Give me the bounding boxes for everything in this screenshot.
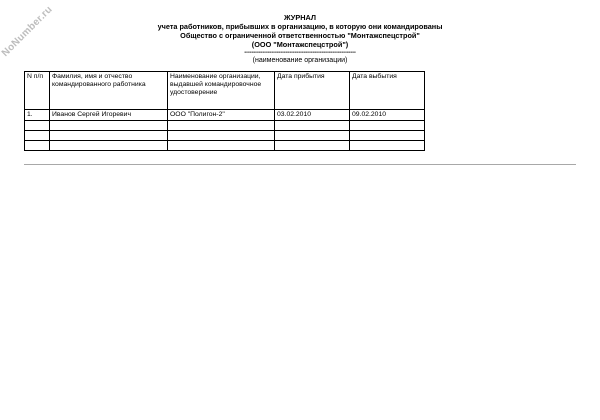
column-header-departure-date: Дата выбытия: [350, 72, 425, 110]
table-row: [25, 141, 425, 151]
cell-number: [25, 141, 50, 151]
document-header: [0, 13, 600, 49]
cell-departure-date: [350, 131, 425, 141]
cell-departure-date: [350, 121, 425, 131]
cell-arrival-date: [275, 121, 350, 131]
cell-sending-organization: [168, 121, 275, 131]
cell-departure-date: 09.02.2010: [350, 110, 425, 121]
organization-full-name: Общество с ограниченной ответственностью "Монтажспецстрой": [180, 31, 420, 40]
cell-sending-organization: [168, 131, 275, 141]
table-row: [25, 131, 425, 141]
column-header-sending-organization: Наименование организации, выдавшей командировочное удостоверение: [168, 72, 275, 110]
cell-employee-name: Иванов Сергей Игоревич: [50, 110, 168, 121]
cell-arrival-date: 03.02.2010: [275, 110, 350, 121]
table-header-row: [25, 72, 425, 110]
table-row: [25, 110, 425, 121]
column-header-number: N п/п: [25, 72, 50, 110]
cell-number: 1.: [25, 110, 50, 121]
organization-name-caption: (наименование организации): [252, 57, 348, 64]
watermark: NoNumber.ru: [0, 4, 55, 59]
page-divider: [24, 164, 576, 165]
arrivals-log-table: [24, 71, 425, 151]
cell-number: [25, 131, 50, 141]
table-row: [25, 121, 425, 131]
cell-employee-name: [50, 141, 168, 151]
cell-employee-name: [50, 131, 168, 141]
cell-employee-name: [50, 121, 168, 131]
cell-departure-date: [350, 141, 425, 151]
column-header-arrival-date: Дата прибытия: [275, 72, 350, 110]
document-subtitle-line1: учета работников, прибывших в организацию, в которую они командированы: [157, 22, 443, 31]
cell-sending-organization: ООО "Полигон-2": [168, 110, 275, 121]
cell-arrival-date: [275, 131, 350, 141]
cell-sending-organization: [168, 141, 275, 151]
cell-number: [25, 121, 50, 131]
document-title: ЖУРНАЛ: [284, 13, 316, 22]
organization-short-name: (ООО "Монтажспецстрой"): [251, 40, 349, 49]
cell-arrival-date: [275, 141, 350, 151]
column-header-employee-name: Фамилия, имя и отчество командированного работника: [50, 72, 168, 110]
organization-name-underline: --------------------------------------------------------------: [244, 50, 356, 56]
